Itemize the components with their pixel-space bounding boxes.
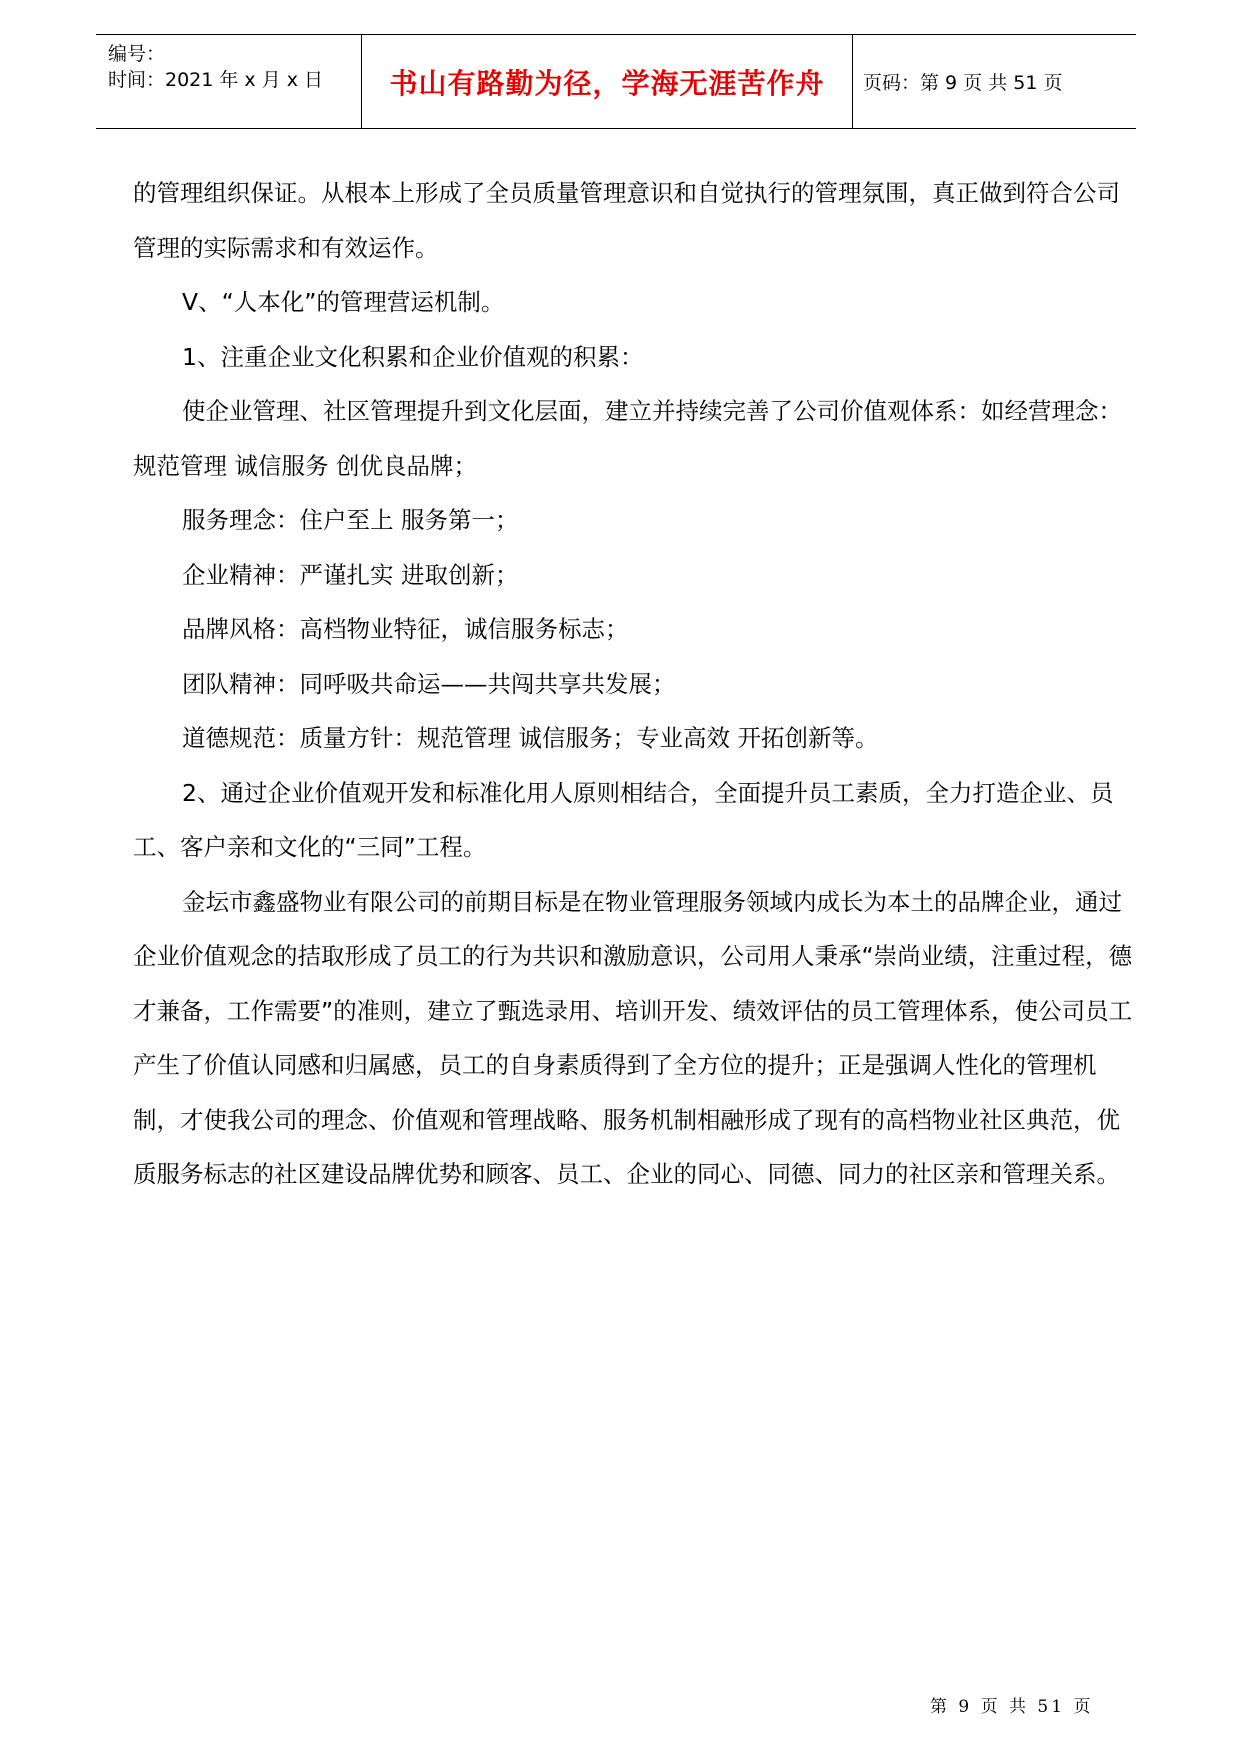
page-footer: 第 9 页 共 51 页 <box>930 1697 1094 1717</box>
document-number-label: 编号： <box>108 43 166 65</box>
body-paragraph: 的管理组织保证。从根本上形成了全员质量管理意识和自觉执行的管理氛围，真正做到符合公司管理的实际需求和有效运作。 <box>133 179 1120 262</box>
page-header <box>96 34 1136 129</box>
body-paragraph: 团队精神：同呼吸共命运——共闯共享共发展； <box>182 669 676 698</box>
subsection-heading: 2、通过企业价值观开发和标准化用人原则相结合，全面提升员工素质，全力打造企业、员工、客户亲和文化的“三同”工程。 <box>133 778 1114 861</box>
body-paragraph: 金坛市鑫盛物业有限公司的前期目标是在物业管理服务领域内成长为本土的品牌企业，通过企业价值观念的拮取形成了员工的行为共识和激励意识，公司用人秉承“崇尚业绩，注重过程，德才兼备，工作需要”的准则，建立了甄选录用、培训开发、绩效评估的员工管理体系，使公司员工产生了价值认同感和归属感，员工的自身素质得到了全方位的提升；正是强调人性化的管理机制，才使我公司的理念、价值观和管理战略、服务机制相融形成了现有的高档物业社区典范，优质服务标志的社区建设品牌优势和顾客、员工、企业的同心、同德、同力的社区亲和管理关系。 <box>133 887 1133 1188</box>
body-paragraph: 品牌风格：高档物业特征，诚信服务标志； <box>182 615 629 643</box>
body-paragraph: 道德规范：质量方针：规范管理 诚信服务；专业高效 开拓创新等。 <box>182 724 879 752</box>
body-paragraph: 使企业管理、社区管理提升到文化层面，建立并持续完善了公司价值观体系：如经营理念：规范管理 诚信服务 创优良品牌； <box>133 397 1122 480</box>
body-paragraph: 服务理念：住户至上 服务第一； <box>182 506 519 534</box>
document-body <box>133 166 1133 1202</box>
subsection-heading: 1、注重企业文化积累和企业价值观的积累： <box>182 342 644 371</box>
header-motto: 书山有路勤为径，学海无涯苦作舟 <box>361 35 853 128</box>
header-page-code: 页码：第 9 页 共 51 页 <box>863 72 1063 94</box>
body-paragraph: 企业精神：严谨扎实 进取创新； <box>182 560 519 589</box>
header-meta <box>96 35 361 128</box>
document-time-label: 时间：2021 年 x 月 x 日 <box>108 69 324 91</box>
section-heading: Ⅴ、“人本化”的管理营运机制。 <box>182 288 505 316</box>
